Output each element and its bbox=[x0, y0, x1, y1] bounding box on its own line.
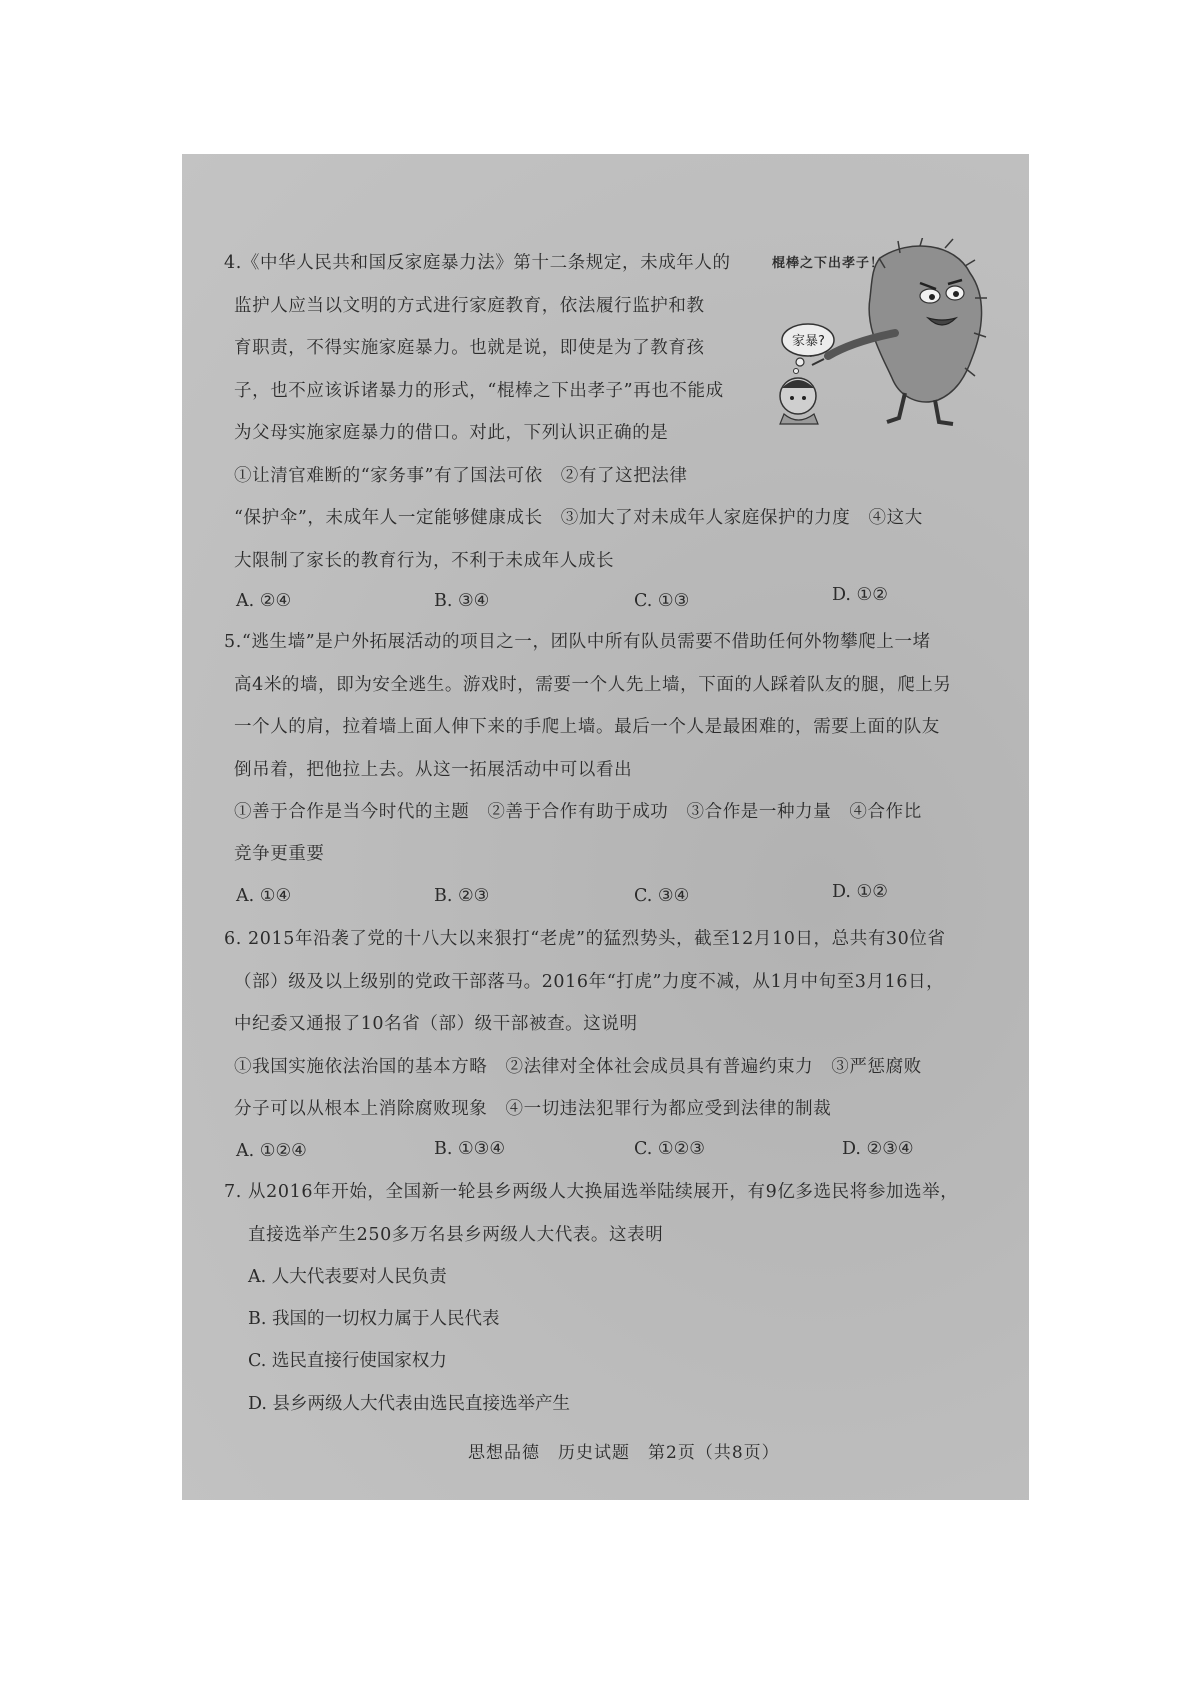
q6-line-2: （部）级及以上级别的党政干部落马。2016年“打虎”力度不减，从1月中旬至3月16日， bbox=[234, 972, 945, 992]
q6-line-4: ①我国实施依法治国的基本方略 ②法律对全体社会成员具有普遍约束力 ③严惩腐败 bbox=[234, 1057, 922, 1077]
exam-page bbox=[182, 154, 1029, 1500]
q4-option-c: C. ①③ bbox=[634, 591, 690, 611]
q5-option-b: B. ②③ bbox=[434, 886, 490, 906]
q6-option-d: D. ②③④ bbox=[842, 1139, 914, 1159]
thought-bubble-text: 家暴? bbox=[792, 334, 825, 349]
q5-option-c: C. ③④ bbox=[634, 886, 690, 906]
q5-option-a: A. ①④ bbox=[236, 886, 292, 906]
q5-line-2: 高4米的墙，即为安全逃生。游戏时，需要一个人先上墙，下面的人踩着队友的腿，爬上另 bbox=[234, 675, 952, 695]
q5-line-4: 倒吊着，把他拉上去。从这一拓展活动中可以看出 bbox=[234, 760, 633, 780]
q4-line-1: 4.《中华人民共和国反家庭暴力法》第十二条规定，未成年人的 bbox=[224, 253, 731, 273]
q4-line-2: 监护人应当以文明的方式进行家庭教育，依法履行监护和教 bbox=[234, 296, 705, 316]
q5-option-d: D. ①② bbox=[832, 882, 888, 902]
q7-option-a: A. 人大代表要对人民负责 bbox=[248, 1267, 447, 1287]
q4-option-a: A. ②④ bbox=[236, 591, 292, 611]
q7-line-1: 7. 从2016年开始，全国新一轮县乡两级人大换届选举陆续展开，有9亿多选民将参加选举， bbox=[224, 1182, 959, 1202]
q5-line-3: 一个人的肩，拉着墙上面人伸下来的手爬上墙。最后一个人是最困难的，需要上面的队友 bbox=[234, 717, 940, 737]
q6-line-1: 6. 2015年沿袭了党的十八大以来狠打“老虎”的猛烈势头，截至12月10日，总共有30位省 bbox=[224, 929, 946, 949]
q7-line-2: 直接选举产生250多万名县乡两级人大代表。这表明 bbox=[248, 1225, 664, 1245]
q4-line-7: “保护伞”，未成年人一定能够健康成长 ③加大了对未成年人家庭保护的力度 ④这大 bbox=[234, 508, 923, 528]
q7-option-d: D. 县乡两级人大代表由选民直接选举产生 bbox=[248, 1394, 571, 1414]
q4-line-4: 子，也不应该诉诸暴力的形式，“棍棒之下出孝子”再也不能成 bbox=[234, 381, 724, 401]
q6-option-a: A. ①②④ bbox=[236, 1141, 307, 1161]
cartoon-caption: 棍棒之下出孝子！ bbox=[772, 256, 885, 271]
q6-line-3: 中纪委又通报了10名省（部）级干部被查。这说明 bbox=[234, 1014, 638, 1034]
q7-option-b: B. 我国的一切权力属于人民代表 bbox=[248, 1309, 500, 1329]
q4-line-6: ①让清官难断的“家务事”有了国法可依 ②有了这把法律 bbox=[234, 466, 688, 486]
q4-line-5: 为父母实施家庭暴力的借口。对此，下列认识正确的是 bbox=[234, 423, 669, 443]
q4-option-b: B. ③④ bbox=[434, 591, 490, 611]
q6-line-5: 分子可以从根本上消除腐败现象 ④一切违法犯罪行为都应受到法律的制裁 bbox=[234, 1099, 832, 1119]
q6-option-b: B. ①③④ bbox=[434, 1139, 506, 1159]
q4-option-d: D. ①② bbox=[832, 585, 888, 605]
q4-line-8: 大限制了家长的教育行为，不利于未成年人成长 bbox=[234, 551, 615, 571]
q5-line-6: 竞争更重要 bbox=[234, 844, 325, 864]
q6-option-c: C. ①②③ bbox=[634, 1139, 705, 1159]
page-footer: 思想品德 历史试题 第2页（共8页） bbox=[468, 1443, 780, 1463]
q5-line-1: 5.“逃生墙”是户外拓展活动的项目之一，团队中所有队员需要不借助任何外物攀爬上一堵 bbox=[224, 632, 931, 652]
q4-line-3: 育职责，不得实施家庭暴力。也就是说，即使是为了教育孩 bbox=[234, 338, 705, 358]
q7-option-c: C. 选民直接行使国家权力 bbox=[248, 1351, 447, 1371]
q5-line-5: ①善于合作是当今时代的主题 ②善于合作有助于成功 ③合作是一种力量 ④合作比 bbox=[234, 802, 922, 822]
